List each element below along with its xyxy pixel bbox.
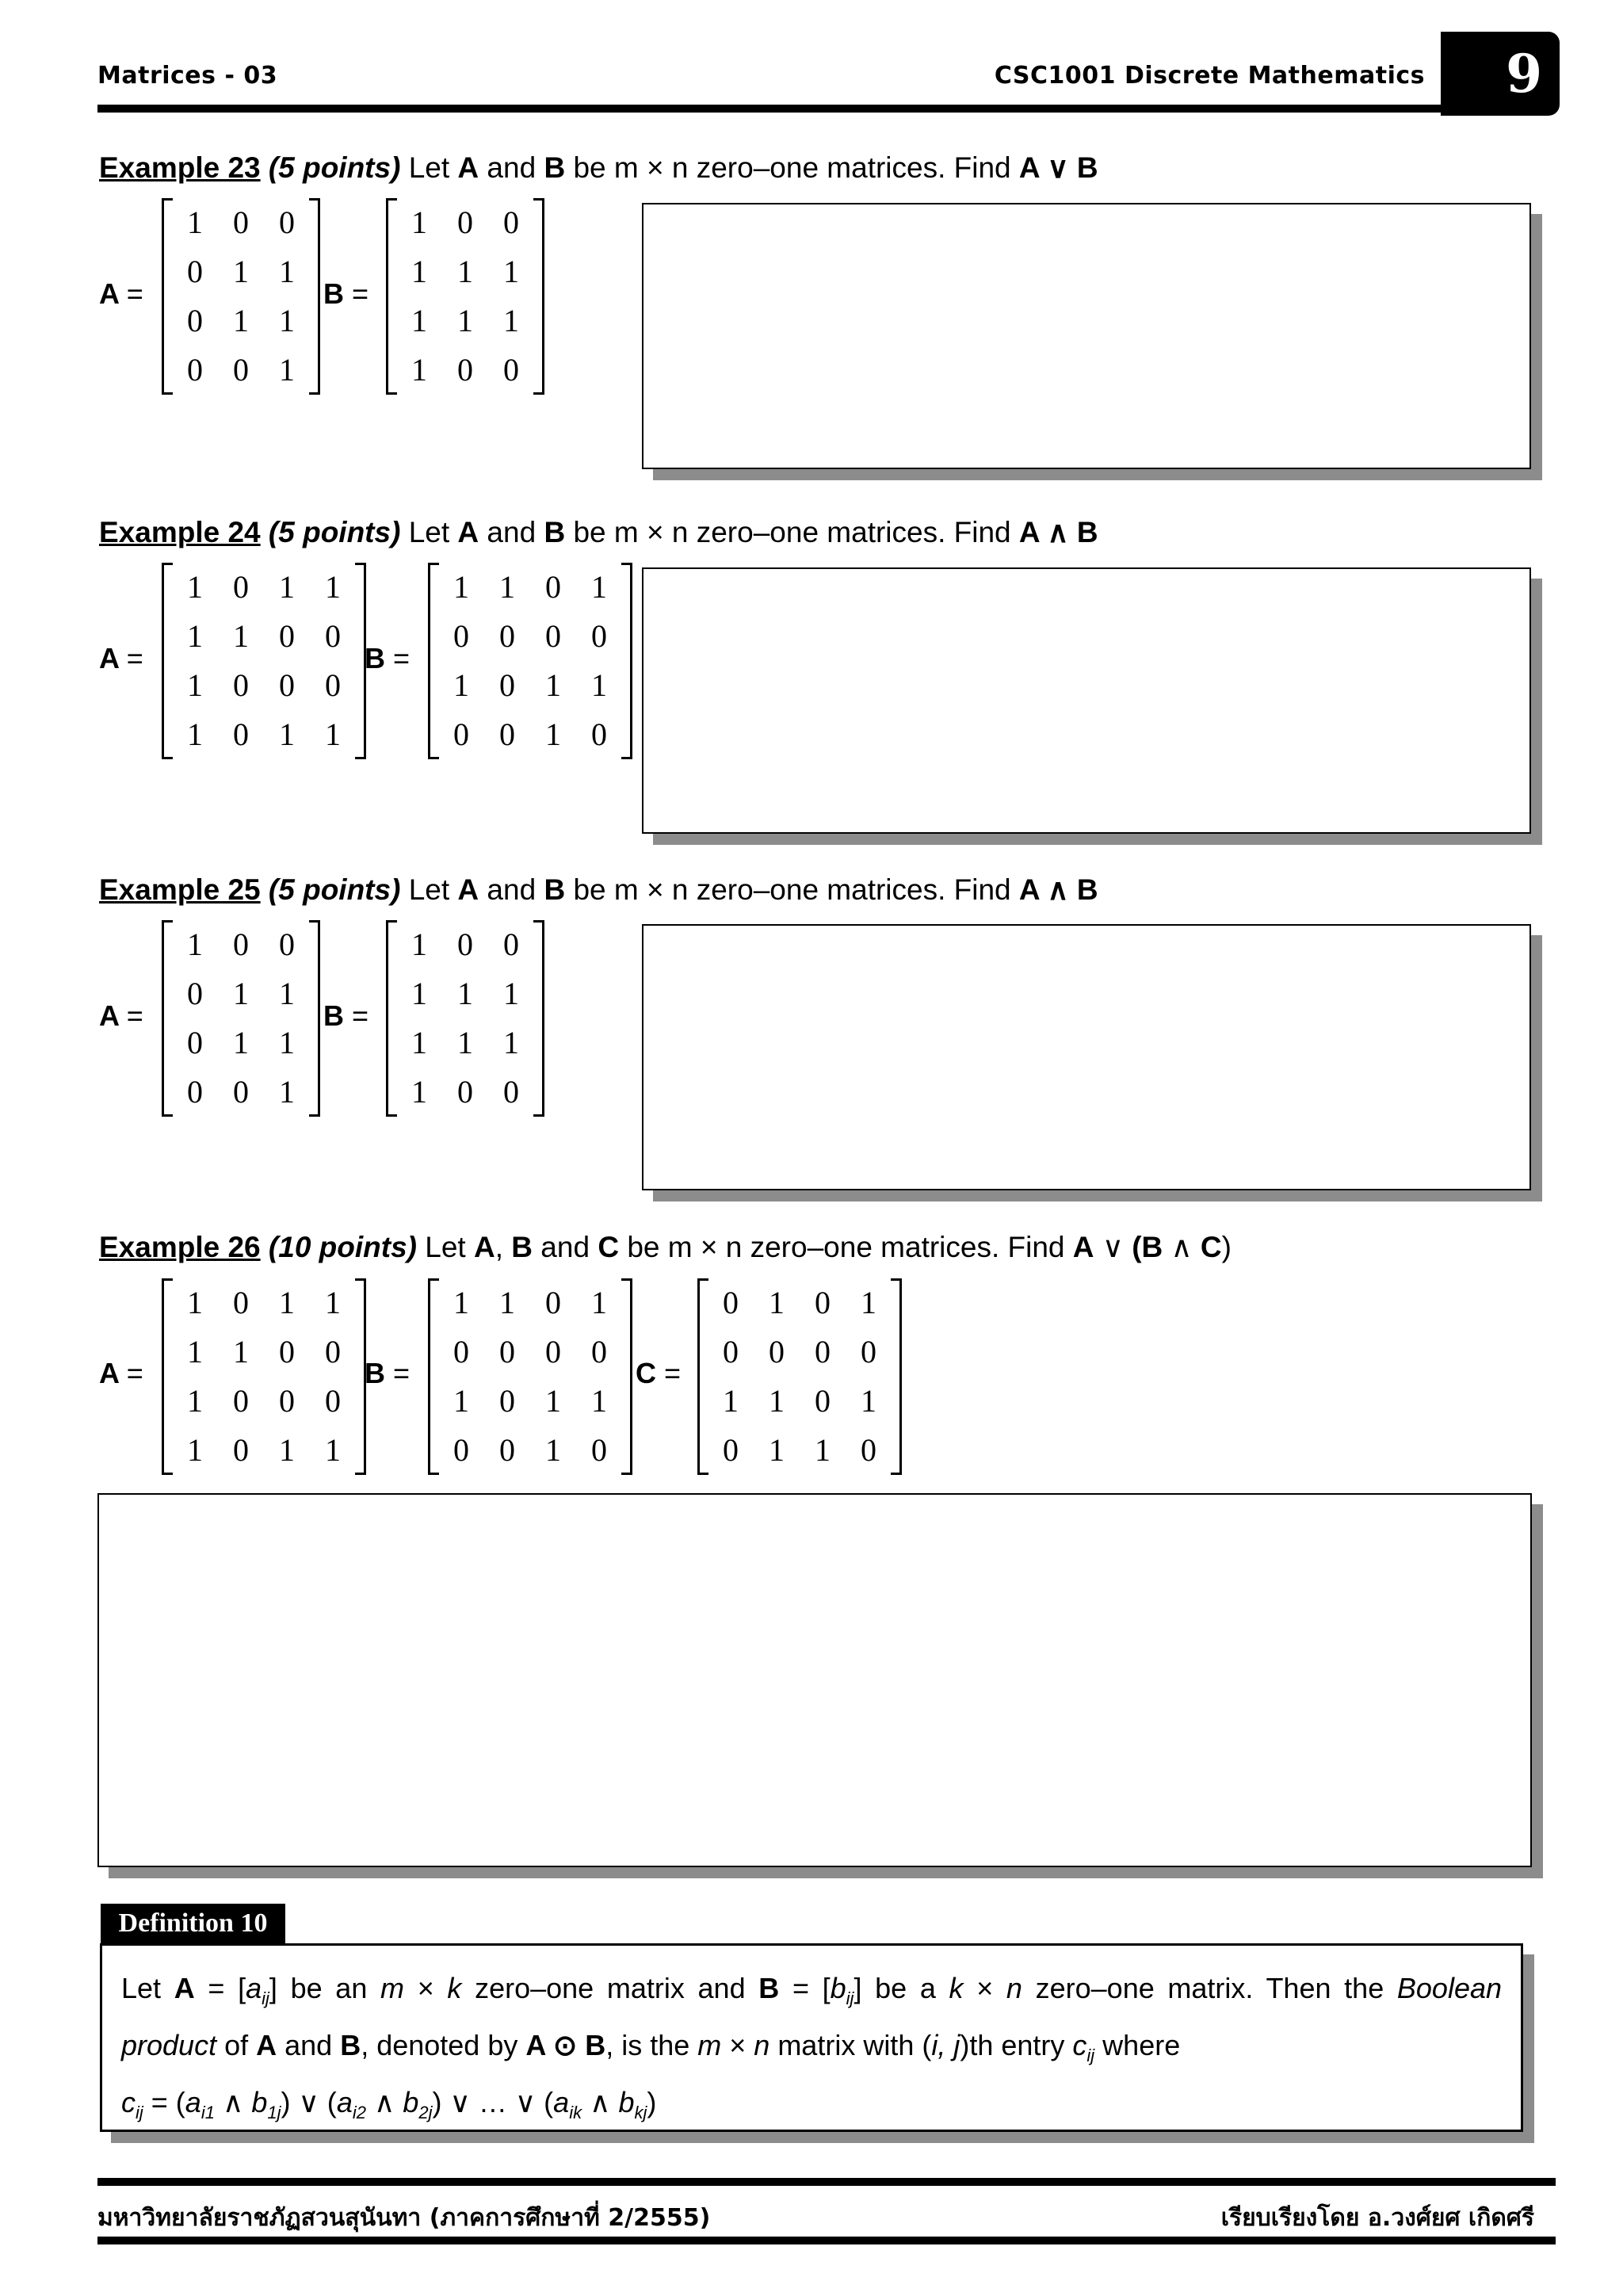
matrix-cell: 1 [411, 303, 427, 338]
matrix-cell: 1 [325, 1285, 341, 1320]
matrix-cell: 0 [503, 1074, 519, 1110]
matrix-cell: 1 [503, 976, 519, 1011]
title-find-close: ) [1221, 1231, 1232, 1263]
bracket-serif [533, 392, 544, 395]
title-text: be m × n zero–one matrices. Find [573, 873, 1011, 906]
matrix-a-label: A = [99, 999, 143, 1032]
title-find-expression: A ∧ B [1018, 516, 1098, 548]
matrix-cell: 0 [861, 1432, 876, 1468]
example-number: Example 25 [99, 873, 261, 906]
bracket-serif [621, 1278, 632, 1281]
title-text: be m × n zero–one matrices. Find [627, 1231, 1065, 1263]
matrix-cell: 0 [457, 352, 473, 388]
footer-author: เรียบเรียงโดย อ.วงศ์ยศ เกิดศรี [1220, 2204, 1534, 2232]
matrix-cell: 1 [411, 926, 427, 962]
matrix-cell: 0 [591, 1334, 607, 1370]
matrix-cell: 1 [325, 716, 341, 752]
bracket-serif [162, 563, 173, 565]
matrix-cell: 0 [815, 1285, 831, 1320]
matrix-cell: 0 [233, 667, 249, 703]
matrix-b-label: B = [323, 999, 369, 1032]
bracket-serif [162, 1473, 173, 1475]
matrix-cell: 1 [503, 303, 519, 338]
matrix-cell: 0 [861, 1334, 876, 1370]
matrix-cell: 1 [411, 352, 427, 388]
bracket-serif [533, 198, 544, 201]
matrix-cell: 1 [233, 254, 249, 289]
matrix-cell: 0 [279, 204, 295, 240]
matrix-cell: 1 [187, 569, 203, 605]
matrix-cell: 0 [815, 1334, 831, 1370]
matrix-cell: 0 [453, 1432, 469, 1468]
matrix-cell: 0 [591, 716, 607, 752]
matrix-cell: 0 [499, 1383, 515, 1419]
example-number: Example 24 [99, 516, 261, 548]
matrix-cell: 1 [233, 1025, 249, 1060]
definition-text: Let $A = [a_{ij}]$ be an m × k zero–one matrix and $B = [b_{ij}]$ be a k × n zero–one matrix. Then the Boolean [121, 1972, 1503, 2008]
matrix-cell: 1 [279, 1074, 295, 1110]
matrix-cell: 0 [279, 1334, 295, 1370]
matrix-cell: 0 [233, 352, 249, 388]
example-26-answer-box[interactable] [97, 1493, 1532, 1867]
matrix-cell: 0 [591, 618, 607, 654]
matrix-cell: 1 [453, 1383, 469, 1419]
title-var-a: A [457, 151, 479, 184]
matrix-cell: 1 [233, 618, 249, 654]
matrix-cell: 1 [187, 1432, 203, 1468]
example-points: (5 points) [268, 873, 401, 906]
example-26-matrix-a [162, 1278, 366, 1475]
matrix-cell: 1 [861, 1285, 876, 1320]
title-text: and [487, 151, 537, 184]
matrix-cell: 0 [503, 204, 519, 240]
bracket-serif [386, 1114, 397, 1117]
matrix-cell: 1 [279, 1432, 295, 1468]
title-var-b: B [544, 873, 566, 906]
bracket-serif [162, 1114, 173, 1117]
bracket-serif [355, 1278, 366, 1281]
bracket-serif [309, 920, 320, 923]
matrix-cell: 0 [187, 254, 203, 289]
bracket-serif [697, 1278, 708, 1281]
matrix-cell: 1 [187, 204, 203, 240]
matrix-cell: 1 [503, 254, 519, 289]
matrix-cell: 0 [279, 1383, 295, 1419]
matrix-cell: 1 [279, 303, 295, 338]
title-text: Let [408, 873, 450, 906]
example-number: Example 23 [99, 151, 261, 184]
matrix-cell: 1 [545, 1383, 561, 1419]
matrix-cell: 0 [545, 569, 561, 605]
matrix-cell: 0 [815, 1383, 831, 1419]
title-var-b: B [544, 516, 566, 548]
matrix-cell: 0 [325, 1334, 341, 1370]
matrix-cell: 1 [279, 1025, 295, 1060]
bracket-serif [162, 1278, 173, 1281]
page-number: 9 [1506, 43, 1542, 105]
matrix-cell: 1 [591, 569, 607, 605]
bracket-serif [621, 1473, 632, 1475]
bracket-serif [621, 757, 632, 759]
matrix-a-label: A = [99, 1357, 143, 1389]
title-text: Let [408, 151, 450, 184]
matrix-cell: 1 [591, 667, 607, 703]
title-find-and: ∧ [1170, 1231, 1193, 1263]
matrix-cell: 0 [233, 1285, 249, 1320]
definition-text: product of A and B, denoted by A ⊙ B, is the m × n matrix with (i, j)th entry $c_{ij}$ where [121, 2029, 1181, 2065]
matrix-cell: 0 [723, 1285, 739, 1320]
bracket-serif [355, 757, 366, 759]
example-24-title [99, 515, 1098, 549]
title-find-expression: A ∧ B [1018, 873, 1098, 906]
matrix-cell: 0 [233, 1074, 249, 1110]
matrix-b-label: B = [365, 642, 411, 674]
example-24-answer-box[interactable] [642, 567, 1531, 834]
matrix-cell: 1 [457, 303, 473, 338]
example-23-matrix-a [162, 198, 320, 395]
matrix-cell: 0 [279, 667, 295, 703]
example-24-matrix-a [162, 563, 366, 759]
matrix-cell: 1 [411, 254, 427, 289]
title-text: and [487, 516, 537, 548]
matrix-cell: 0 [279, 618, 295, 654]
footer-rule-top [97, 2178, 1556, 2186]
matrix-cell: 1 [233, 1334, 249, 1370]
matrix-cell: 1 [187, 1334, 203, 1370]
matrix-cell: 0 [453, 618, 469, 654]
matrix-cell: 0 [545, 1285, 561, 1320]
bracket-serif [355, 1473, 366, 1475]
bracket-serif [428, 563, 439, 565]
matrix-cell: 1 [325, 1432, 341, 1468]
example-points: (5 points) [268, 151, 401, 184]
title-find-b: (B [1132, 1231, 1163, 1263]
matrix-cell: 0 [233, 716, 249, 752]
matrix-cell: 1 [187, 1285, 203, 1320]
matrix-cell: 1 [279, 1285, 295, 1320]
matrix-cell: 0 [187, 1025, 203, 1060]
matrix-cell: 1 [233, 976, 249, 1011]
title-text: Let [425, 1231, 466, 1263]
matrix-cell: 0 [503, 926, 519, 962]
footer-university: มหาวิทยาลัยราชภัฏสวนสุนันทา (ภาคการศึกษาที่ 2/2555) [97, 2204, 711, 2232]
footer-rule-bottom [97, 2237, 1556, 2244]
bracket-serif [428, 1473, 439, 1475]
matrix-cell: 0 [723, 1432, 739, 1468]
bracket-serif [891, 1278, 902, 1281]
example-points: (10 points) [268, 1231, 417, 1263]
matrix-cell: 1 [499, 569, 515, 605]
definition-line-2 [121, 2017, 1502, 2074]
matrix-cell: 0 [187, 303, 203, 338]
matrix-cell: 1 [187, 716, 203, 752]
matrix-cell: 1 [769, 1383, 785, 1419]
matrix-cell: 0 [233, 569, 249, 605]
matrix-cell: 0 [499, 1334, 515, 1370]
example-26-title [99, 1230, 1232, 1264]
header-chapter: Matrices - 03 [97, 62, 278, 90]
matrix-cell: 1 [453, 667, 469, 703]
title-text: and [540, 1231, 590, 1263]
matrix-cell: 1 [545, 1432, 561, 1468]
bracket-serif [697, 1473, 708, 1475]
matrix-a-label: A = [99, 642, 143, 674]
example-number: Example 26 [99, 1231, 261, 1263]
matrix-cell: 1 [457, 1025, 473, 1060]
matrix-cell: 1 [457, 976, 473, 1011]
matrix-cell: 0 [499, 667, 515, 703]
matrix-cell: 1 [279, 569, 295, 605]
matrix-cell: 1 [411, 976, 427, 1011]
example-25-matrix-a [162, 920, 320, 1117]
matrix-cell: 0 [187, 976, 203, 1011]
matrix-cell: 1 [233, 303, 249, 338]
definition-box [100, 1943, 1523, 2132]
matrix-cell: 1 [279, 352, 295, 388]
bracket-serif [621, 563, 632, 565]
bracket-serif [533, 920, 544, 923]
matrix-cell: 1 [815, 1432, 831, 1468]
bracket-serif [162, 920, 173, 923]
title-var-a: A [473, 1231, 495, 1263]
definition-line-1 [121, 1960, 1502, 2017]
matrix-cell: 0 [325, 667, 341, 703]
bracket-serif [386, 392, 397, 395]
example-23-matrix-b [386, 198, 544, 395]
title-var-a: A [457, 516, 479, 548]
title-find-a: A [1072, 1231, 1094, 1263]
header-course: CSC1001 Discrete Mathematics [994, 62, 1425, 90]
example-23-title [99, 151, 1098, 185]
example-24-matrix-b [428, 563, 632, 759]
bracket-serif [162, 757, 173, 759]
matrix-cell: 0 [325, 618, 341, 654]
bracket-serif [162, 392, 173, 395]
title-find-or: ∨ [1102, 1231, 1124, 1263]
matrix-cell: 0 [457, 926, 473, 962]
matrix-cell: 1 [453, 1285, 469, 1320]
matrix-cell: 1 [591, 1383, 607, 1419]
definition-line-3 [121, 2074, 1502, 2131]
matrix-cell: 0 [545, 1334, 561, 1370]
matrix-cell: 0 [723, 1334, 739, 1370]
matrix-cell: 1 [545, 716, 561, 752]
matrix-cell: 1 [545, 667, 561, 703]
matrix-cell: 1 [769, 1432, 785, 1468]
matrix-cell: 0 [233, 926, 249, 962]
matrix-cell: 0 [233, 1432, 249, 1468]
definition-tab: Definition 10 [101, 1904, 285, 1943]
matrix-cell: 1 [187, 926, 203, 962]
matrix-a-label: A = [99, 277, 143, 310]
matrix-cell: 1 [279, 976, 295, 1011]
bracket-serif [428, 757, 439, 759]
title-var-c: C [598, 1231, 620, 1263]
header-rule [97, 105, 1556, 113]
matrix-b-label: B = [323, 277, 369, 310]
matrix-cell: 1 [457, 254, 473, 289]
matrix-cell: 0 [187, 352, 203, 388]
matrix-c-label: C = [636, 1357, 682, 1389]
bracket-serif [386, 198, 397, 201]
title-text: be m × n zero–one matrices. Find [573, 516, 1011, 548]
title-text: and [487, 873, 537, 906]
example-26-matrix-c [697, 1278, 902, 1475]
matrix-cell: 1 [453, 569, 469, 605]
title-find-expression: A ∨ B [1018, 151, 1098, 184]
page-number-badge [1441, 32, 1560, 116]
bracket-serif [309, 392, 320, 395]
matrix-cell: 1 [503, 1025, 519, 1060]
bracket-serif [309, 1114, 320, 1117]
bracket-serif [162, 198, 173, 201]
matrix-cell: 1 [723, 1383, 739, 1419]
title-text: , [495, 1231, 503, 1263]
example-23-answer-box[interactable] [642, 203, 1531, 469]
matrix-cell: 1 [325, 569, 341, 605]
title-var-a: A [457, 873, 479, 906]
matrix-cell: 0 [499, 1432, 515, 1468]
bracket-serif [386, 920, 397, 923]
matrix-cell: 0 [545, 618, 561, 654]
matrix-cell: 0 [457, 1074, 473, 1110]
definition-formula: $c_{ij} = (a_{i1}$ ∧ $b_{1j}$) ∨ ($a_{i2}$ ∧ $b_{2j}$) ∨ … ∨ ($a_{ik}$ ∧ $b_{kj}$) [121, 2086, 657, 2122]
matrix-cell: 0 [457, 204, 473, 240]
bracket-serif [309, 198, 320, 201]
example-25-title [99, 873, 1098, 907]
matrix-cell: 0 [279, 926, 295, 962]
example-26-matrix-b [428, 1278, 632, 1475]
matrix-cell: 0 [769, 1334, 785, 1370]
matrix-cell: 1 [187, 618, 203, 654]
matrix-cell: 1 [187, 667, 203, 703]
title-var-b: B [544, 151, 566, 184]
matrix-cell: 0 [453, 1334, 469, 1370]
matrix-cell: 1 [411, 204, 427, 240]
matrix-cell: 0 [499, 618, 515, 654]
matrix-cell: 1 [187, 1383, 203, 1419]
example-25-answer-box[interactable] [642, 924, 1531, 1190]
matrix-cell: 0 [499, 716, 515, 752]
example-25-matrix-b [386, 920, 544, 1117]
matrix-cell: 0 [325, 1383, 341, 1419]
matrix-cell: 0 [503, 352, 519, 388]
matrix-cell: 1 [769, 1285, 785, 1320]
matrix-cell: 1 [861, 1383, 876, 1419]
matrix-cell: 0 [453, 716, 469, 752]
title-text: be m × n zero–one matrices. Find [573, 151, 1011, 184]
matrix-cell: 1 [279, 254, 295, 289]
matrix-cell: 1 [411, 1074, 427, 1110]
matrix-cell: 1 [499, 1285, 515, 1320]
matrix-b-label: B = [365, 1357, 411, 1389]
title-var-b: B [511, 1231, 533, 1263]
matrix-cell: 1 [591, 1285, 607, 1320]
matrix-cell: 1 [279, 716, 295, 752]
bracket-serif [428, 1278, 439, 1281]
matrix-cell: 1 [411, 1025, 427, 1060]
bracket-serif [891, 1473, 902, 1475]
matrix-cell: 0 [233, 1383, 249, 1419]
matrix-cell: 0 [591, 1432, 607, 1468]
title-find-c: C [1200, 1231, 1222, 1263]
title-text: Let [408, 516, 450, 548]
bracket-serif [355, 563, 366, 565]
example-points: (5 points) [268, 516, 401, 548]
matrix-cell: 0 [233, 204, 249, 240]
bracket-serif [533, 1114, 544, 1117]
matrix-cell: 0 [187, 1074, 203, 1110]
